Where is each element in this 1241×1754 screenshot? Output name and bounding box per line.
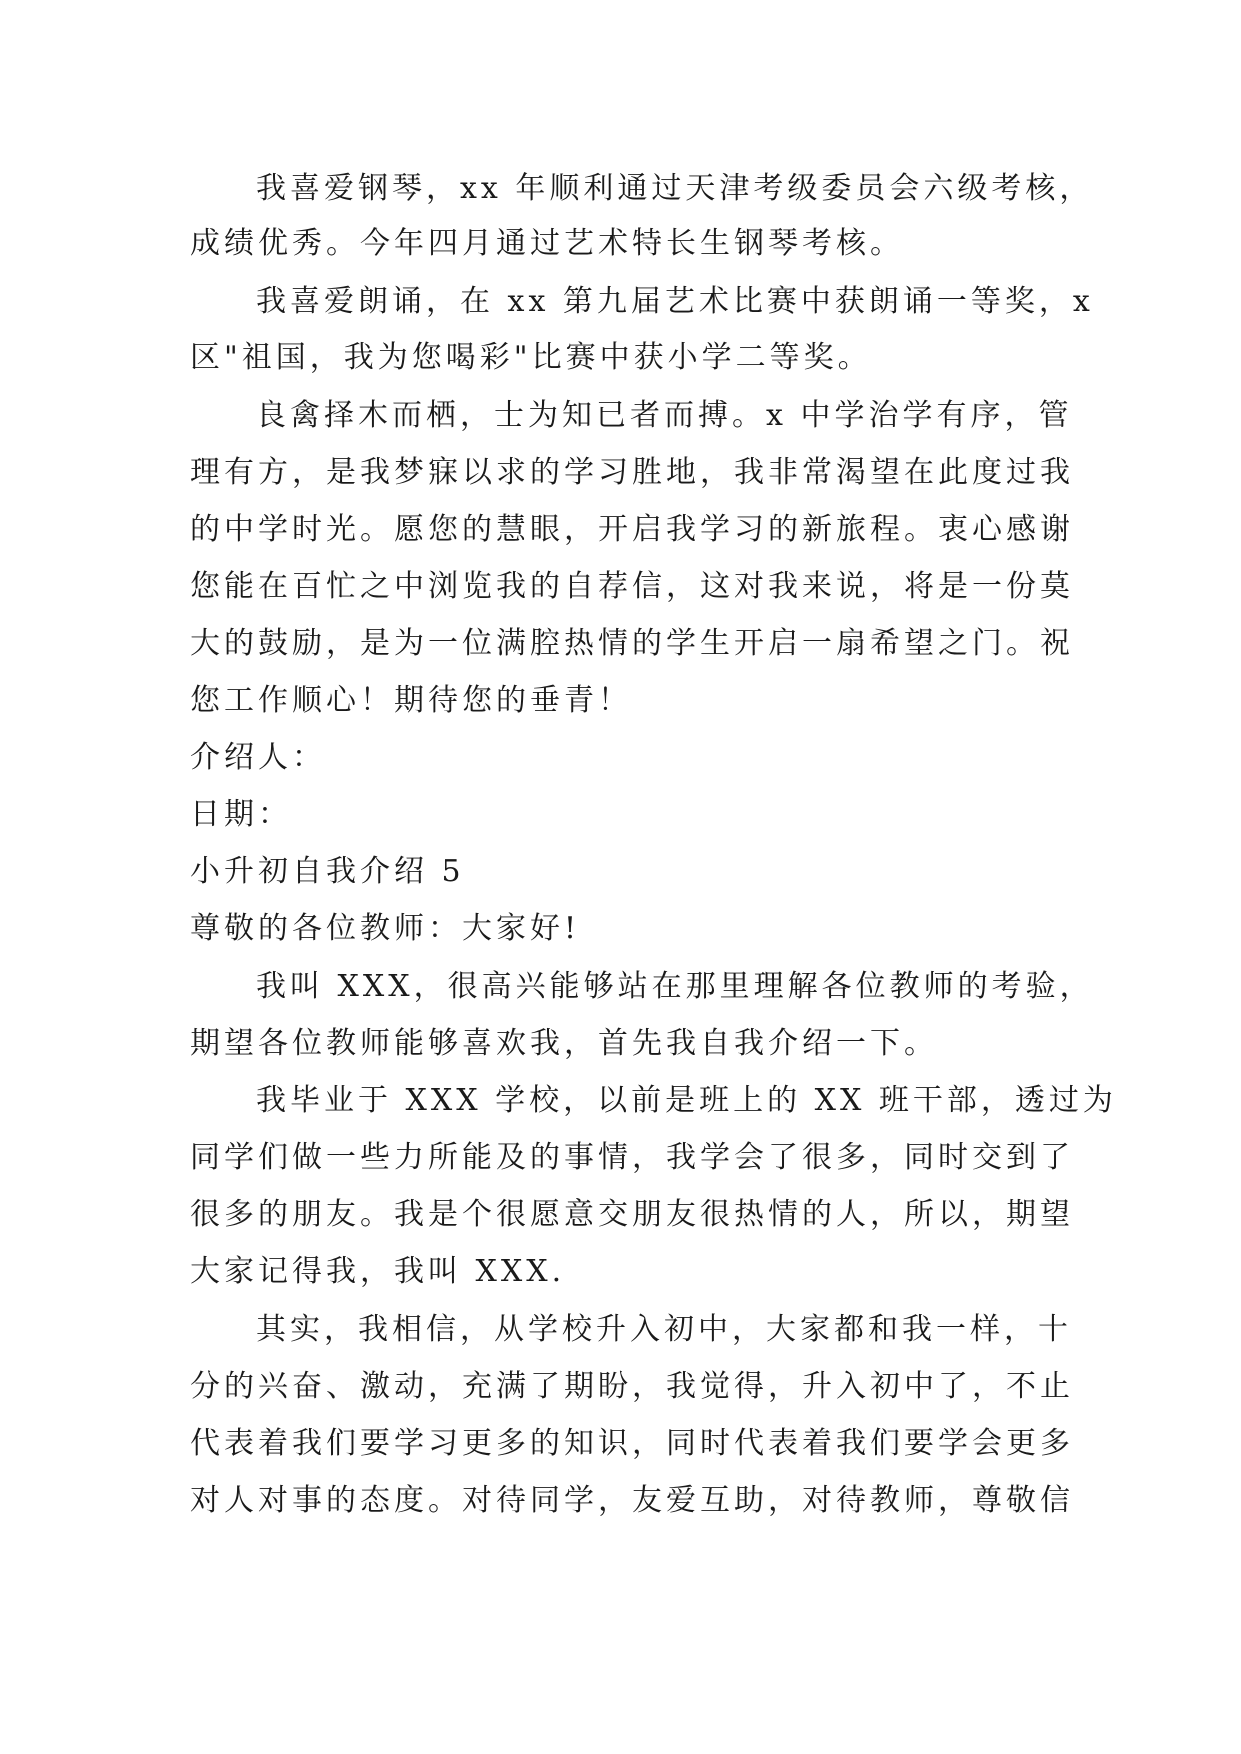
paragraph-line: 同学们做一些力所能及的事情，我学会了很多，同时交到了 [190,1140,1074,1175]
paragraph-line: 我喜爱朗诵，在 xx 第九届艺术比赛中获朗诵一等奖，x [256,284,1094,319]
paragraph-line: 很多的朋友。我是个很愿意交朋友很热情的人，所以，期望 [190,1197,1074,1232]
paragraph-line: 我毕业于 XXX 学校，以前是班上的 XX 班干部，透过为 [256,1083,1117,1118]
introducer-label: 介绍人： [190,740,326,775]
date-label: 日期： [190,797,292,832]
paragraph-line: 对人对事的态度。对待同学，友爱互助，对待教师，尊敬信 [190,1483,1074,1518]
paragraph-line: 分的兴奋、激动，充满了期盼，我觉得，升入初中了，不止 [190,1369,1074,1404]
greeting-line: 尊敬的各位教师：大家好! [190,911,581,946]
paragraph-line: 代表着我们要学习更多的知识，同时代表着我们要学会更多 [190,1426,1074,1461]
paragraph-line: 大的鼓励，是为一位满腔热情的学生开启一扇希望之门。祝 [190,626,1074,661]
section-title: 小升初自我介绍 5 [190,854,465,889]
paragraph-line: 您工作顺心！期待您的垂青！ [190,683,632,718]
paragraph-line: 大家记得我，我叫 XXX. [190,1254,566,1289]
paragraph-line: 理有方，是我梦寐以求的学习胜地，我非常渴望在此度过我 [190,455,1074,490]
paragraph-line: 区"祖国，我为您喝彩"比赛中获小学二等奖。 [190,340,872,375]
paragraph-line: 我喜爱钢琴，xx 年顺利通过天津考级委员会六级考核， [256,171,1094,206]
paragraph-line: 的中学时光。愿您的慧眼，开启我学习的新旅程。衷心感谢 [190,512,1074,547]
paragraph-line: 成绩优秀。今年四月通过艺术特长生钢琴考核。 [190,226,904,261]
paragraph-line: 其实，我相信，从学校升入初中，大家都和我一样，十 [256,1312,1072,1347]
paragraph-line: 期望各位教师能够喜欢我，首先我自我介绍一下。 [190,1026,938,1061]
paragraph-line: 您能在百忙之中浏览我的自荐信，这对我来说，将是一份莫 [190,569,1074,604]
paragraph-line: 我叫 XXX，很高兴能够站在那里理解各位教师的考验， [256,969,1094,1004]
paragraph-line: 良禽择木而栖，士为知已者而搏。x 中学治学有序，管 [256,398,1073,433]
